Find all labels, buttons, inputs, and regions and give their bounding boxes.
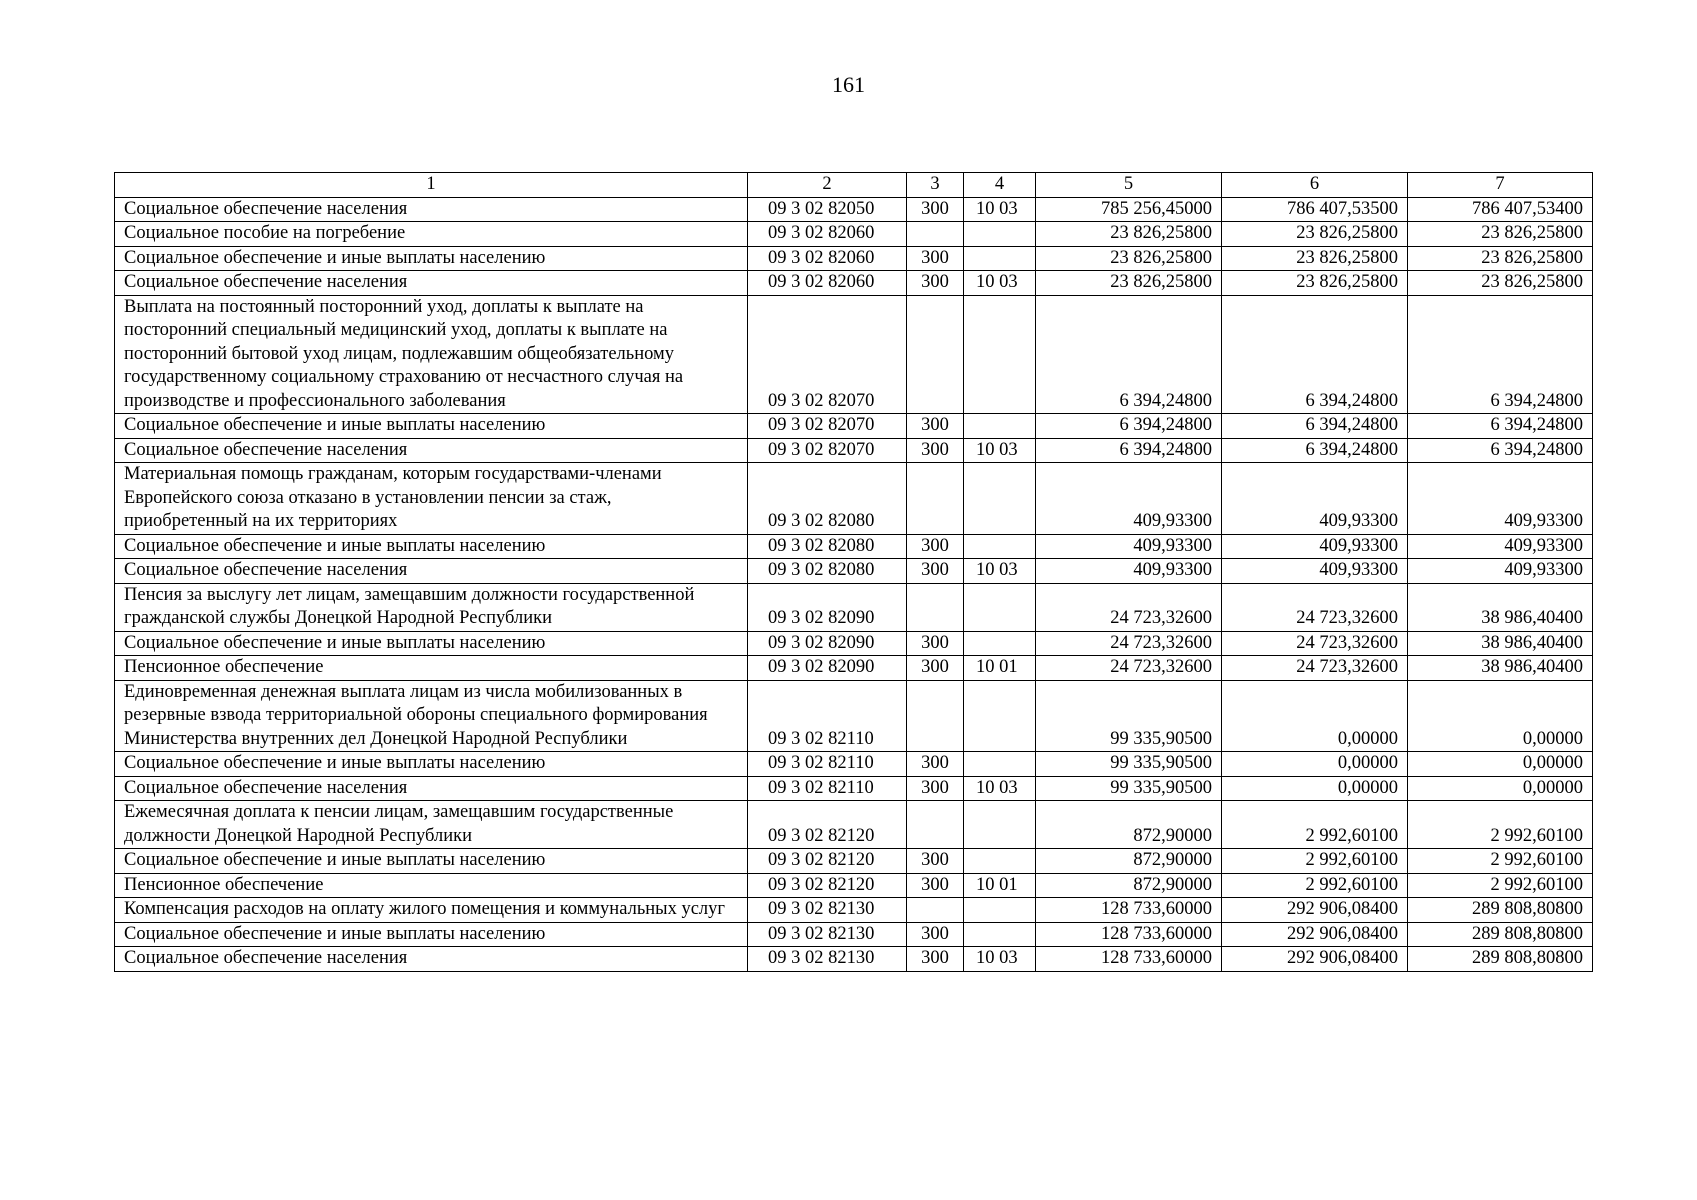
cell-target-code: 09 3 02 82130 xyxy=(748,947,907,972)
cell-amount-6: 0,00000 xyxy=(1222,776,1408,801)
cell-amount-5: 23 826,25800 xyxy=(1036,222,1222,247)
cell-name: Социальное обеспечение населения xyxy=(115,559,748,584)
cell-section xyxy=(964,414,1036,439)
cell-section xyxy=(964,246,1036,271)
cell-amount-7: 409,93300 xyxy=(1408,534,1593,559)
budget-table xyxy=(114,172,1593,972)
cell-name: Социальное обеспечение населения xyxy=(115,947,748,972)
cell-amount-7: 2 992,60100 xyxy=(1408,801,1593,849)
cell-expense-type: 300 xyxy=(907,271,964,296)
cell-target-code: 09 3 02 82090 xyxy=(748,583,907,631)
cell-amount-7: 0,00000 xyxy=(1408,752,1593,777)
cell-amount-5: 785 256,45000 xyxy=(1036,197,1222,222)
table-row xyxy=(115,680,1593,752)
cell-amount-7: 23 826,25800 xyxy=(1408,246,1593,271)
cell-amount-6: 409,93300 xyxy=(1222,559,1408,584)
cell-target-code: 09 3 02 82120 xyxy=(748,849,907,874)
cell-expense-type xyxy=(907,295,964,414)
table-row xyxy=(115,295,1593,414)
cell-amount-5: 24 723,32600 xyxy=(1036,583,1222,631)
cell-amount-7: 38 986,40400 xyxy=(1408,656,1593,681)
cell-amount-7: 6 394,24800 xyxy=(1408,438,1593,463)
cell-amount-5: 99 335,90500 xyxy=(1036,752,1222,777)
cell-amount-5: 24 723,32600 xyxy=(1036,631,1222,656)
table-row xyxy=(115,559,1593,584)
cell-expense-type xyxy=(907,583,964,631)
column-header-2: 2 xyxy=(748,173,907,198)
cell-name: Социальное обеспечение и иные выплаты населению xyxy=(115,414,748,439)
cell-amount-5: 128 733,60000 xyxy=(1036,947,1222,972)
cell-section: 10 03 xyxy=(964,438,1036,463)
cell-amount-5: 409,93300 xyxy=(1036,559,1222,584)
table-body xyxy=(115,197,1593,971)
cell-amount-6: 24 723,32600 xyxy=(1222,631,1408,656)
cell-expense-type: 300 xyxy=(907,947,964,972)
table-row xyxy=(115,463,1593,535)
table-row xyxy=(115,922,1593,947)
cell-amount-6: 2 992,60100 xyxy=(1222,873,1408,898)
cell-amount-6: 24 723,32600 xyxy=(1222,583,1408,631)
cell-name: Пенсионное обеспечение xyxy=(115,873,748,898)
cell-expense-type: 300 xyxy=(907,776,964,801)
cell-name: Социальное пособие на погребение xyxy=(115,222,748,247)
cell-section: 10 03 xyxy=(964,197,1036,222)
cell-amount-7: 6 394,24800 xyxy=(1408,295,1593,414)
cell-expense-type xyxy=(907,680,964,752)
cell-amount-6: 292 906,08400 xyxy=(1222,922,1408,947)
cell-amount-6: 2 992,60100 xyxy=(1222,849,1408,874)
cell-section: 10 03 xyxy=(964,776,1036,801)
cell-expense-type: 300 xyxy=(907,922,964,947)
cell-amount-7: 786 407,53400 xyxy=(1408,197,1593,222)
cell-amount-5: 128 733,60000 xyxy=(1036,922,1222,947)
cell-amount-5: 23 826,25800 xyxy=(1036,271,1222,296)
cell-amount-5: 409,93300 xyxy=(1036,463,1222,535)
cell-section xyxy=(964,680,1036,752)
cell-section xyxy=(964,463,1036,535)
cell-name: Пенсионное обеспечение xyxy=(115,656,748,681)
cell-target-code: 09 3 02 82080 xyxy=(748,559,907,584)
cell-target-code: 09 3 02 82060 xyxy=(748,271,907,296)
cell-name: Материальная помощь гражданам, которым государствами-членами Европейского союза отказано в установлении пенсии за стаж, приобретенный на их территориях xyxy=(115,463,748,535)
cell-name: Социальное обеспечение и иные выплаты населению xyxy=(115,631,748,656)
cell-name: Ежемесячная доплата к пенсии лицам, замещавшим государственные должности Донецкой Народной Республики xyxy=(115,801,748,849)
table-row xyxy=(115,898,1593,923)
cell-target-code: 09 3 02 82060 xyxy=(748,222,907,247)
cell-section: 10 01 xyxy=(964,656,1036,681)
cell-amount-5: 6 394,24800 xyxy=(1036,438,1222,463)
cell-target-code: 09 3 02 82130 xyxy=(748,922,907,947)
cell-name: Социальное обеспечение населения xyxy=(115,438,748,463)
table-row xyxy=(115,197,1593,222)
table-header xyxy=(115,173,1593,198)
column-header-7: 7 xyxy=(1408,173,1593,198)
cell-expense-type: 300 xyxy=(907,438,964,463)
cell-expense-type: 300 xyxy=(907,414,964,439)
column-header-6: 6 xyxy=(1222,173,1408,198)
cell-section xyxy=(964,631,1036,656)
cell-expense-type xyxy=(907,463,964,535)
cell-name: Пенсия за выслугу лет лицам, замещавшим должности государственной гражданской службы Донецкой Народной Республики xyxy=(115,583,748,631)
cell-expense-type: 300 xyxy=(907,752,964,777)
cell-amount-6: 0,00000 xyxy=(1222,680,1408,752)
cell-name: Социальное обеспечение населения xyxy=(115,197,748,222)
cell-name: Социальное обеспечение и иные выплаты населению xyxy=(115,849,748,874)
column-header-3: 3 xyxy=(907,173,964,198)
header-row xyxy=(115,173,1593,198)
cell-amount-6: 6 394,24800 xyxy=(1222,438,1408,463)
cell-name: Социальное обеспечение и иные выплаты населению xyxy=(115,752,748,777)
cell-name: Единовременная денежная выплата лицам из числа мобилизованных в резервные взвода территориальной обороны специального формирования Министерства внутренних дел Донецкой Народной Республики xyxy=(115,680,748,752)
cell-amount-7: 409,93300 xyxy=(1408,559,1593,584)
cell-target-code: 09 3 02 82060 xyxy=(748,246,907,271)
cell-amount-5: 872,90000 xyxy=(1036,801,1222,849)
table-row xyxy=(115,947,1593,972)
cell-amount-6: 23 826,25800 xyxy=(1222,271,1408,296)
cell-amount-6: 409,93300 xyxy=(1222,463,1408,535)
cell-section: 10 03 xyxy=(964,559,1036,584)
table-row xyxy=(115,271,1593,296)
table-row xyxy=(115,414,1593,439)
cell-target-code: 09 3 02 82070 xyxy=(748,295,907,414)
cell-expense-type: 300 xyxy=(907,656,964,681)
column-header-1: 1 xyxy=(115,173,748,198)
cell-target-code: 09 3 02 82070 xyxy=(748,414,907,439)
cell-target-code: 09 3 02 82110 xyxy=(748,752,907,777)
cell-name: Социальное обеспечение населения xyxy=(115,776,748,801)
cell-section xyxy=(964,922,1036,947)
cell-expense-type: 300 xyxy=(907,246,964,271)
cell-amount-7: 2 992,60100 xyxy=(1408,873,1593,898)
cell-section xyxy=(964,752,1036,777)
cell-amount-5: 23 826,25800 xyxy=(1036,246,1222,271)
cell-target-code: 09 3 02 82090 xyxy=(748,656,907,681)
cell-expense-type xyxy=(907,898,964,923)
cell-amount-5: 409,93300 xyxy=(1036,534,1222,559)
cell-name: Выплата на постоянный посторонний уход, доплаты к выплате на посторонний специальный медицинский уход, доплаты к выплате на посторонний бытовой уход лицам, подлежавшим общеобязательному государственному социальному страхованию от несчастного случая на производстве и профессионального заболевания xyxy=(115,295,748,414)
cell-target-code: 09 3 02 82130 xyxy=(748,898,907,923)
table-row xyxy=(115,583,1593,631)
cell-amount-5: 6 394,24800 xyxy=(1036,414,1222,439)
table-row xyxy=(115,656,1593,681)
cell-target-code: 09 3 02 82110 xyxy=(748,776,907,801)
cell-amount-5: 872,90000 xyxy=(1036,873,1222,898)
cell-amount-7: 6 394,24800 xyxy=(1408,414,1593,439)
cell-amount-7: 0,00000 xyxy=(1408,680,1593,752)
table-row xyxy=(115,534,1593,559)
cell-expense-type: 300 xyxy=(907,559,964,584)
cell-expense-type: 300 xyxy=(907,873,964,898)
cell-amount-6: 24 723,32600 xyxy=(1222,656,1408,681)
cell-target-code: 09 3 02 82070 xyxy=(748,438,907,463)
cell-target-code: 09 3 02 82050 xyxy=(748,197,907,222)
cell-target-code: 09 3 02 82120 xyxy=(748,873,907,898)
cell-amount-6: 292 906,08400 xyxy=(1222,898,1408,923)
cell-section: 10 03 xyxy=(964,947,1036,972)
cell-amount-6: 292 906,08400 xyxy=(1222,947,1408,972)
cell-section xyxy=(964,849,1036,874)
cell-amount-6: 6 394,24800 xyxy=(1222,414,1408,439)
cell-amount-6: 2 992,60100 xyxy=(1222,801,1408,849)
page-number: 161 xyxy=(832,72,865,97)
cell-amount-6: 23 826,25800 xyxy=(1222,246,1408,271)
cell-name: Социальное обеспечение и иные выплаты населению xyxy=(115,246,748,271)
cell-amount-6: 786 407,53500 xyxy=(1222,197,1408,222)
column-header-5: 5 xyxy=(1036,173,1222,198)
table-row xyxy=(115,776,1593,801)
cell-amount-5: 24 723,32600 xyxy=(1036,656,1222,681)
cell-amount-7: 23 826,25800 xyxy=(1408,222,1593,247)
table-row xyxy=(115,801,1593,849)
cell-name: Социальное обеспечение и иные выплаты населению xyxy=(115,922,748,947)
cell-name: Социальное обеспечение и иные выплаты населению xyxy=(115,534,748,559)
cell-name: Компенсация расходов на оплату жилого помещения и коммунальных услуг xyxy=(115,898,748,923)
table-row xyxy=(115,438,1593,463)
cell-amount-7: 289 808,80800 xyxy=(1408,898,1593,923)
cell-expense-type: 300 xyxy=(907,631,964,656)
table-row xyxy=(115,631,1593,656)
cell-expense-type: 300 xyxy=(907,197,964,222)
cell-amount-5: 99 335,90500 xyxy=(1036,680,1222,752)
cell-section xyxy=(964,295,1036,414)
cell-section xyxy=(964,534,1036,559)
cell-target-code: 09 3 02 82080 xyxy=(748,463,907,535)
cell-amount-5: 6 394,24800 xyxy=(1036,295,1222,414)
cell-section xyxy=(964,222,1036,247)
cell-target-code: 09 3 02 82120 xyxy=(748,801,907,849)
cell-section xyxy=(964,898,1036,923)
cell-expense-type: 300 xyxy=(907,534,964,559)
cell-amount-7: 0,00000 xyxy=(1408,776,1593,801)
cell-amount-5: 872,90000 xyxy=(1036,849,1222,874)
cell-name: Социальное обеспечение населения xyxy=(115,271,748,296)
cell-amount-6: 0,00000 xyxy=(1222,752,1408,777)
table-row xyxy=(115,222,1593,247)
cell-section xyxy=(964,801,1036,849)
cell-target-code: 09 3 02 82080 xyxy=(748,534,907,559)
cell-expense-type xyxy=(907,801,964,849)
cell-amount-7: 23 826,25800 xyxy=(1408,271,1593,296)
cell-amount-7: 289 808,80800 xyxy=(1408,922,1593,947)
cell-amount-7: 2 992,60100 xyxy=(1408,849,1593,874)
cell-section: 10 01 xyxy=(964,873,1036,898)
cell-section xyxy=(964,583,1036,631)
cell-target-code: 09 3 02 82090 xyxy=(748,631,907,656)
cell-target-code: 09 3 02 82110 xyxy=(748,680,907,752)
cell-amount-7: 289 808,80800 xyxy=(1408,947,1593,972)
table-row xyxy=(115,849,1593,874)
cell-amount-7: 38 986,40400 xyxy=(1408,631,1593,656)
cell-amount-7: 409,93300 xyxy=(1408,463,1593,535)
cell-expense-type: 300 xyxy=(907,849,964,874)
table-row xyxy=(115,873,1593,898)
cell-section: 10 03 xyxy=(964,271,1036,296)
cell-amount-6: 409,93300 xyxy=(1222,534,1408,559)
column-header-4: 4 xyxy=(964,173,1036,198)
cell-amount-5: 99 335,90500 xyxy=(1036,776,1222,801)
cell-amount-6: 6 394,24800 xyxy=(1222,295,1408,414)
cell-amount-6: 23 826,25800 xyxy=(1222,222,1408,247)
table-row xyxy=(115,752,1593,777)
table-row xyxy=(115,246,1593,271)
cell-expense-type xyxy=(907,222,964,247)
cell-amount-5: 128 733,60000 xyxy=(1036,898,1222,923)
cell-amount-7: 38 986,40400 xyxy=(1408,583,1593,631)
